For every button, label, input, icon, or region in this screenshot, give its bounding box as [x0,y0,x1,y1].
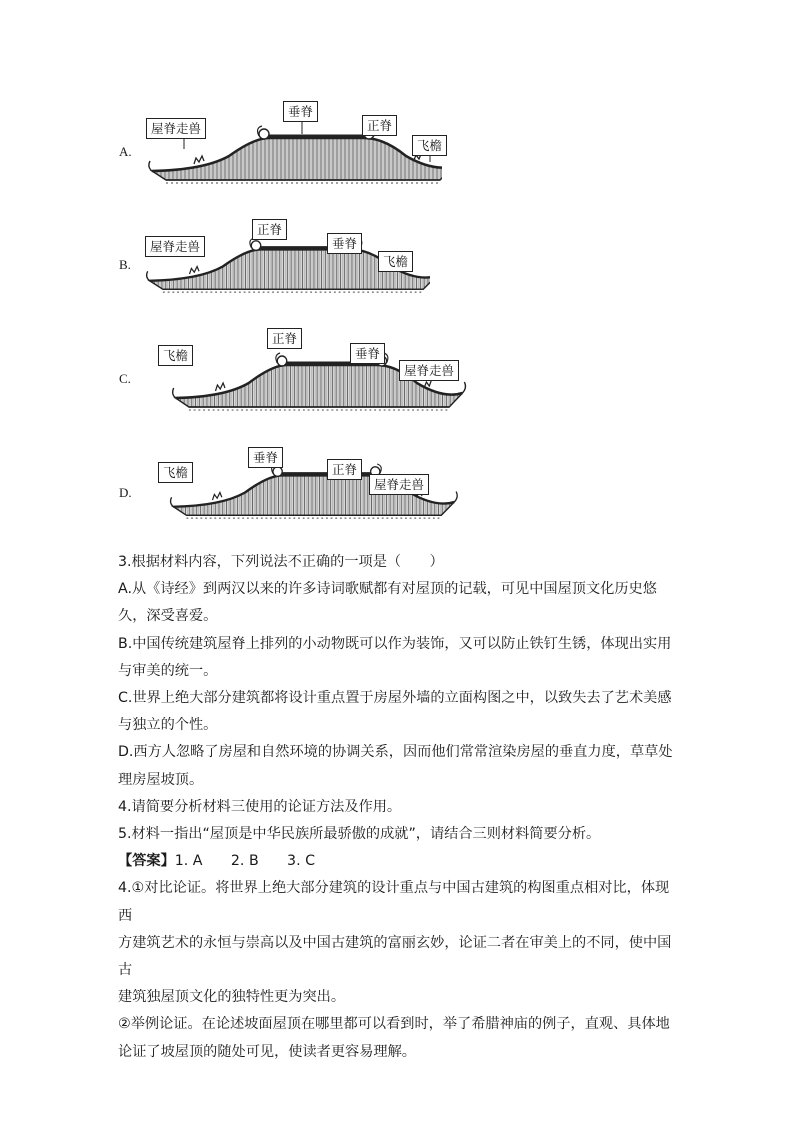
text-line: 理房屋坡顶。 [118,771,204,788]
label-main: 正脊 [362,115,397,136]
text-line: A.从《诗经》到两汉以来的许多诗词歌赋都有对屋顶的记载，可见中国屋顶文化历史悠 [118,581,657,598]
option-letter: D. [119,485,132,500]
text-line: 建筑独屋顶文化的独特性更为突出。 [118,989,346,1006]
text-line: 方建筑艺术的永恒与崇高以及中国古建筑的富丽玄妙，论证二者在审美上的不同，使中国古 [118,934,672,979]
label-vertical: 垂脊 [283,101,318,122]
text-line: 4.①对比论证。将世界上绝大部分建筑的设计重点与中国古建筑的构图重点相对比，体现西 [118,880,670,924]
label-eave: 飞檐 [158,345,193,366]
text-line: ②举例论证。在论述坡面屋顶在哪里都可以看到时，举了希腊神庙的例子，直观、具体地 [118,1016,670,1033]
label-main: 正脊 [252,219,287,240]
text-line: 3.根据材料内容，下列说法不正确的一项是（ ） [118,554,444,570]
label-main: 正脊 [267,328,302,349]
option-letter: C. [119,371,131,386]
label-vertical: 垂脊 [248,447,283,468]
label-vertical: 垂脊 [350,343,385,364]
label-main: 正脊 [327,459,362,480]
text-line: 论证了坡屋顶的随处可见，使读者更容易理解。 [118,1043,416,1060]
label-eave: 飞檐 [158,462,193,483]
label-beast: 屋脊走兽 [146,118,206,139]
label-eave: 飞檐 [412,135,447,156]
option-letter: A. [119,144,132,159]
text-line: B.中国传统建筑屋脊上排列的小动物既可以作为装饰，又可以防止铁钉生锈，体现出实用 [118,635,672,652]
text-line: 久，深受喜爱。 [118,608,218,625]
text-line: 与审美的统一。 [118,662,218,679]
text-line: 5.材料一指出“屋顶是中华民族所最骄傲的成就”，请结合三则材料简要分析。 [118,826,601,843]
answer-tag: 【答案】 [118,853,175,870]
question-text [118,549,678,1066]
option-letter: B. [119,257,131,272]
text-line: C.世界上绝大部分建筑都将设计重点置于房屋外墙的立面构图之中，以致失去了艺术美感 [118,690,672,707]
label-eave: 飞檐 [378,251,413,272]
text-line: 与独立的个性。 [118,717,218,734]
label-beast: 屋脊走兽 [369,474,429,495]
label-beast: 屋脊走兽 [145,236,205,257]
answer-choices: 1. A 2. B 3. C [174,853,315,870]
label-beast: 屋脊走兽 [399,360,459,381]
answer-line [118,848,678,875]
label-vertical: 垂脊 [327,233,362,254]
text-line: 4.请简要分析材料三使用的论证方法及作用。 [118,798,402,815]
text-line: D.西方人忽略了房屋和自然环境的协调关系，因而他们常常渲染房屋的垂直力度，草草处 [118,744,673,761]
